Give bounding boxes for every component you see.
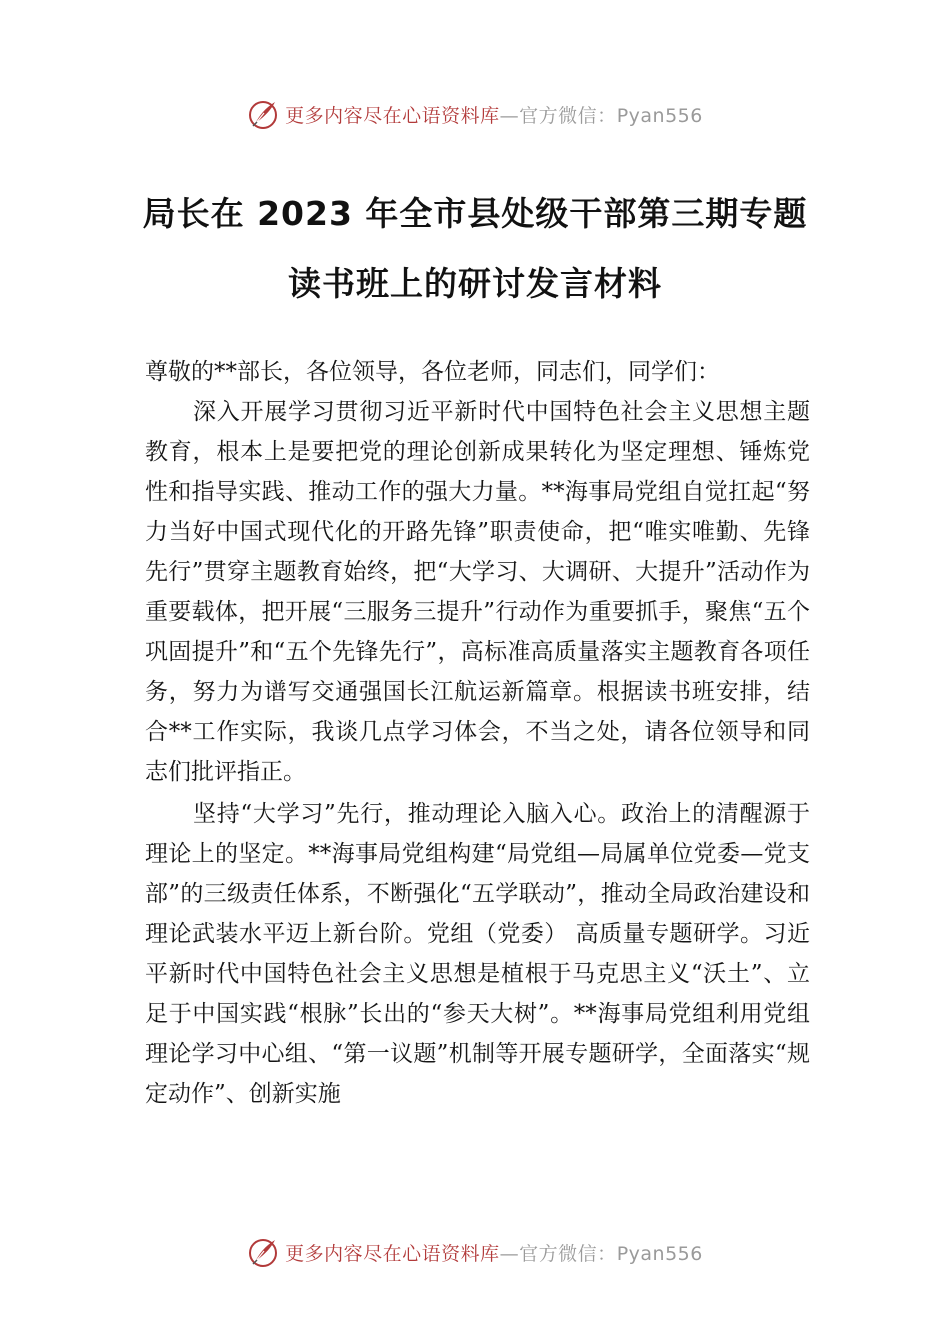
salutation: 尊敬的**部长，各位领导，各位老师，同志们，同学们： (145, 359, 720, 385)
watermark-brand: 更多内容尽在心语资料库 (285, 104, 500, 127)
paragraph: 深入开展学习贯彻习近平新时代中国特色社会主义思想主题教育，根本上是要把党的理论创新成果转化为坚定理想、锤炼党性和指导实践、推动工作的强大力量。**海事局党组自觉扛起“努力当好中国式现代化的开路先锋”职责使命，把“唯实唯勤、先锋先行”贯穿主题教育始终，把“大学习、大调研、大提升”活动作为重要载体，把开展“三服务三提升”行动作为重要抓手，聚焦“五个巩固提升”和“五个先锋先行”，高标准高质量落实主题教育各项任务，努力为谱写交通强国长江航运新篇章。根据读书班安排，结合**工作实际，我谈几点学习体会，不当之处，请各位领导和同志们批评指正。 (145, 399, 810, 785)
watermark-wechat-label: 官方微信： (519, 104, 617, 127)
watermark-text (285, 1239, 703, 1266)
quill-pen-icon (247, 1236, 279, 1268)
watermark-separator: — (499, 1242, 520, 1265)
watermark-header (0, 94, 950, 134)
watermark-brand: 更多内容尽在心语资料库 (285, 1242, 500, 1265)
watermark-wechat-id: Pyan556 (616, 104, 703, 127)
document-body (145, 352, 810, 1114)
watermark-text (285, 101, 703, 128)
document-title-line-1: 局长在 2023 年全市县处级干部第三期专题 (142, 194, 808, 233)
paragraph: 坚持“大学习”先行，推动理论入脑入心。政治上的清醒源于理论上的坚定。**海事局党组构建“局党组—局属单位党委—党支部”的三级责任体系，不断强化“五学联动”，推动全局政治建设和理论武装水平迈上新台阶。党组（党委） 高质量专题研学。习近平新时代中国特色社会主义思想是植根于马克思主义“沃土”、立足于中国实践“根脉”长出的“参天大树”。**海事局党组利用党组理论学习中心组、“第一议题”机制等开展专题研学，全面落实“规定动作”、创新实施 (145, 801, 810, 1107)
quill-pen-icon (247, 98, 279, 130)
watermark-footer (0, 1232, 950, 1272)
watermark-wechat-id: Pyan556 (616, 1242, 703, 1265)
watermark-separator: — (499, 104, 520, 127)
watermark-wechat-label: 官方微信： (519, 1242, 617, 1265)
document-title-line-2: 读书班上的研讨发言材料 (288, 264, 662, 303)
